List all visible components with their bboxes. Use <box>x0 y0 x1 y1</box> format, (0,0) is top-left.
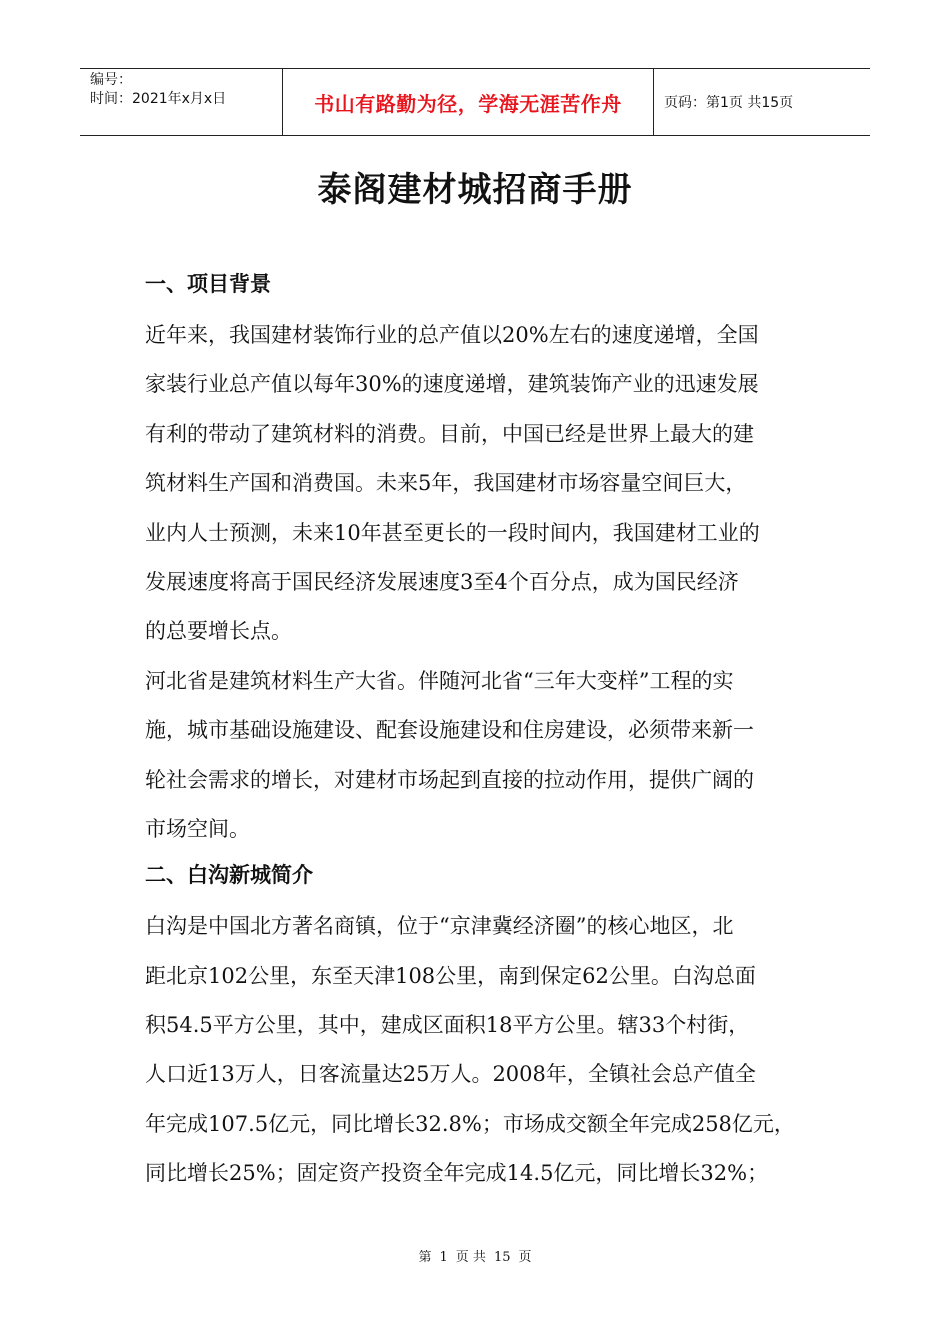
body-line: 发展速度将高于国民经济发展速度3至4个百分点，成为国民经济 <box>145 569 739 594</box>
section-heading-background: 一、项目背景 <box>145 272 271 296</box>
date-label: 时间：2021年x月x日 <box>90 91 227 107</box>
footer-page-number: 1 <box>439 1250 448 1265</box>
body-line: 市场空间。 <box>145 816 250 841</box>
body-line: 业内人士预测，未来10年甚至更长的一段时间内，我国建材工业的 <box>145 520 760 545</box>
document-title: 泰阁建材城招商手册 <box>317 170 633 210</box>
page-footer <box>0 1246 950 1265</box>
footer-total-pages: 15 <box>493 1250 511 1265</box>
body-line: 筑材料生产国和消费国。未来5年，我国建材市场容量空间巨大， <box>145 471 747 496</box>
footer-page-prefix: 第 <box>418 1250 432 1265</box>
body-line: 有利的带动了建筑材料的消费。目前，中国已经是世界上最大的建 <box>145 421 754 446</box>
header-meta-cell <box>80 69 282 135</box>
header-page-info: 页码：第1页 共15页 <box>664 95 794 111</box>
serial-label: 编号： <box>90 72 132 88</box>
body-line: 人口近13万人，日客流量达25万人。2008年，全镇社会总产值全 <box>145 1062 756 1087</box>
document-header <box>80 68 870 136</box>
body-line: 距北京102公里，东至天津108公里，南到保定62公里。白沟总面 <box>145 963 756 988</box>
body-line: 河北省是建筑材料生产大省。伴随河北省“三年大变样”工程的实 <box>145 668 734 693</box>
body-line: 同比增长25%；固定资产投资全年完成14.5亿元，同比增长32%； <box>145 1161 769 1186</box>
body-line: 年完成107.5亿元，同比增长32.8%；市场成交额全年完成258亿元， <box>145 1111 795 1136</box>
motto-text: 书山有路勤为径，学海无涯苦作舟 <box>314 91 622 116</box>
body-line: 白沟是中国北方著名商镇，位于“京津冀经济圈”的核心地区，北 <box>145 914 734 939</box>
body-line: 积54.5平方公里，其中，建成区面积18平方公里。辖33个村街， <box>145 1013 750 1038</box>
document-body <box>145 263 805 1199</box>
body-line: 施，城市基础设施建设、配套设施建设和住房建设，必须带来新一 <box>145 718 754 743</box>
body-line: 轮社会需求的增长，对建材市场起到直接的拉动作用，提供广阔的 <box>145 767 754 792</box>
body-line: 的总要增长点。 <box>145 619 292 644</box>
footer-page-suffix: 页 <box>518 1250 532 1265</box>
footer-page-mid: 页 共 <box>455 1250 486 1265</box>
header-page-cell <box>654 69 870 135</box>
body-line: 家装行业总产值以每年30%的速度递增，建筑装饰产业的迅速发展 <box>145 372 759 397</box>
section-heading-baigou: 二、白沟新城简介 <box>145 863 313 888</box>
header-motto-cell <box>282 69 654 135</box>
body-line: 近年来，我国建材装饰行业的总产值以20%左右的速度递增，全国 <box>145 323 759 347</box>
